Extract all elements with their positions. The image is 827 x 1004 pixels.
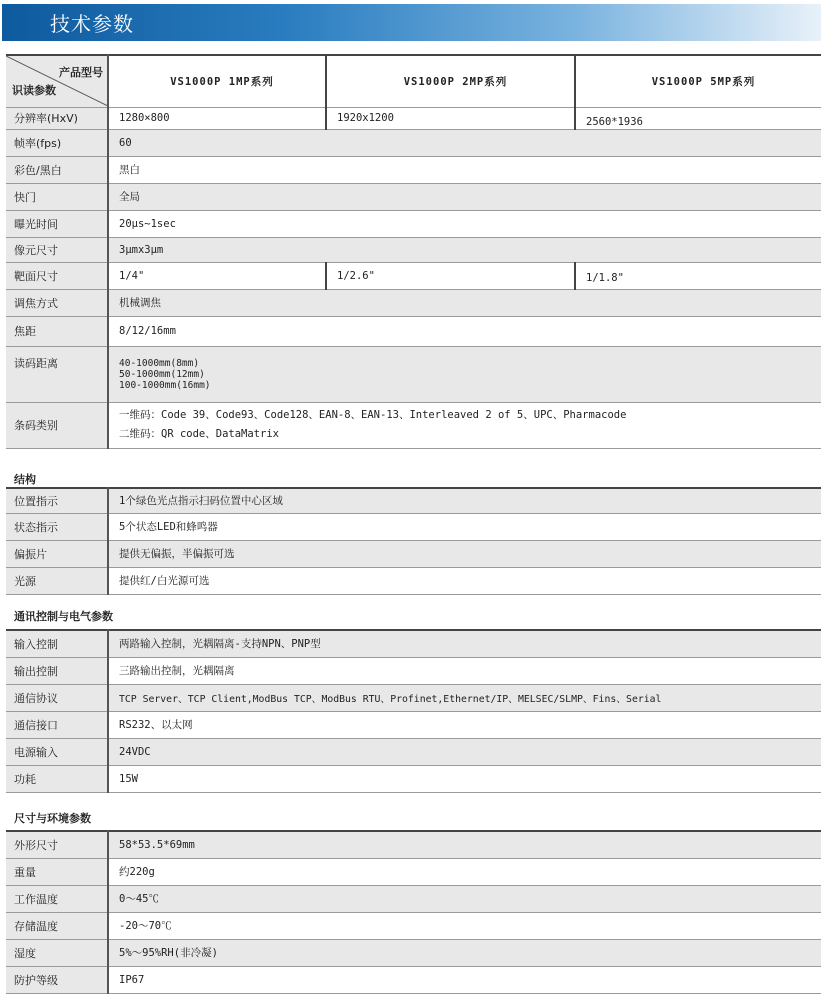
row-label: 外形尺寸 — [6, 831, 108, 858]
table-row — [6, 738, 821, 765]
row-value: 1280×800 — [108, 107, 326, 129]
row-label: 输出控制 — [6, 657, 108, 684]
row-label: 湿度 — [6, 939, 108, 966]
table-row — [6, 939, 821, 966]
table-row — [6, 765, 821, 792]
row-value: 黑白 — [108, 156, 821, 183]
model-header: VS1000P 5MP系列 — [575, 55, 821, 107]
row-value: 1/2.6" — [326, 262, 575, 289]
row-label: 光源 — [6, 567, 108, 594]
table-row — [6, 346, 821, 402]
table-row — [6, 289, 821, 316]
row-value: RS232、以太网 — [108, 711, 821, 738]
table-row — [6, 912, 821, 939]
row-value: 5%～95%RH(非冷凝) — [108, 939, 821, 966]
read-distance-line: 100-1000mm(16mm) — [119, 379, 211, 391]
header-banner — [2, 4, 821, 41]
comm-table — [6, 629, 821, 793]
table-row — [6, 262, 821, 289]
env-table — [6, 830, 821, 994]
section-title-env: 尺寸与环境参数 — [14, 812, 91, 825]
row-value: 3μmx3μm — [108, 237, 821, 262]
row-label: 焦距 — [6, 316, 108, 346]
row-value: IP67 — [108, 966, 821, 993]
corner-cell — [6, 55, 108, 107]
model-header: VS1000P 1MP系列 — [108, 55, 326, 107]
row-label: 调焦方式 — [6, 289, 108, 316]
row-value: 全局 — [108, 183, 821, 210]
row-value: 三路输出控制，光耦隔离 — [108, 657, 821, 684]
row-value: TCP Server、TCP Client,ModBus TCP、ModBus RTU、Profinet,Ethernet/IP、MELSEC/SLMP、Fins、Serial — [108, 684, 821, 711]
row-value-multiline — [108, 402, 821, 448]
table-row — [6, 885, 821, 912]
table-row — [6, 711, 821, 738]
row-value: 8/12/16mm — [108, 316, 821, 346]
table-row — [6, 657, 821, 684]
row-label: 状态指示 — [6, 513, 108, 540]
table-row — [6, 488, 821, 513]
row-label: 彩色/黑白 — [6, 156, 108, 183]
table-row — [6, 210, 821, 237]
table-row — [6, 684, 821, 711]
row-value: 58*53.5*69mm — [108, 831, 821, 858]
row-value: 24VDC — [108, 738, 821, 765]
table-row — [6, 107, 821, 129]
row-label: 存储温度 — [6, 912, 108, 939]
read-distance-line: 40-1000mm(8mm) — [119, 357, 200, 369]
table-row — [6, 831, 821, 858]
row-value: 约220g — [108, 858, 821, 885]
row-label: 偏振片 — [6, 540, 108, 567]
row-label: 靶面尺寸 — [6, 262, 108, 289]
row-value: 两路输入控制，光耦隔离-支持NPN、PNP型 — [108, 630, 821, 657]
row-label: 快门 — [6, 183, 108, 210]
row-label: 帧率(fps) — [6, 129, 108, 156]
table-row — [6, 402, 821, 448]
row-label: 电源输入 — [6, 738, 108, 765]
row-value: 0～45℃ — [108, 885, 821, 912]
table-row — [6, 237, 821, 262]
row-value: 机械调焦 — [108, 289, 821, 316]
barcode-line: 一维码：Code 39、Code93、Code128、EAN-8、EAN-13、Interleaved 2 of 5、UPC、Pharmacode — [119, 409, 627, 421]
row-label: 条码类别 — [6, 402, 108, 448]
row-label: 重量 — [6, 858, 108, 885]
row-value: 提供无偏振，半偏振可选 — [108, 540, 821, 567]
table-header-row — [6, 55, 821, 107]
row-label: 输入控制 — [6, 630, 108, 657]
corner-bottom-label: 识读参数 — [12, 84, 56, 98]
table-row — [6, 156, 821, 183]
table-row — [6, 630, 821, 657]
table-row — [6, 858, 821, 885]
read-distance-line: 50-1000mm(12mm) — [119, 368, 205, 380]
row-value: 60 — [108, 129, 821, 156]
row-label: 防护等级 — [6, 966, 108, 993]
row-label: 读码距离 — [6, 346, 108, 402]
row-value: 15W — [108, 765, 821, 792]
table-row — [6, 129, 821, 156]
row-value: -20～70℃ — [108, 912, 821, 939]
page-title: 技术参数 — [50, 12, 134, 36]
table-row — [6, 316, 821, 346]
row-label: 分辨率(HxV) — [6, 107, 108, 129]
table-row — [6, 183, 821, 210]
corner-top-label: 产品型号 — [59, 66, 103, 80]
table-row — [6, 567, 821, 594]
row-value: 20μs~1sec — [108, 210, 821, 237]
row-value: 5个状态LED和蜂鸣器 — [108, 513, 821, 540]
spec-table — [6, 54, 821, 449]
row-label: 位置指示 — [6, 488, 108, 513]
row-value: 2560*1936 — [575, 107, 821, 129]
section-title-comm: 通讯控制与电气参数 — [14, 610, 113, 623]
row-value: 提供红/白光源可选 — [108, 567, 821, 594]
row-value-multiline — [108, 346, 821, 402]
row-label: 工作温度 — [6, 885, 108, 912]
row-value: 1个绿色光点指示扫码位置中心区域 — [108, 488, 821, 513]
row-value: 1/1.8" — [575, 262, 821, 289]
barcode-line: 二维码：QR code、DataMatrix — [119, 428, 279, 440]
row-value: 1/4" — [108, 262, 326, 289]
row-label: 通信协议 — [6, 684, 108, 711]
row-label: 通信接口 — [6, 711, 108, 738]
row-label: 曝光时间 — [6, 210, 108, 237]
row-label: 功耗 — [6, 765, 108, 792]
row-value: 1920x1200 — [326, 107, 575, 129]
row-label: 像元尺寸 — [6, 237, 108, 262]
section-title-structure: 结构 — [14, 473, 36, 486]
model-header: VS1000P 2MP系列 — [326, 55, 575, 107]
table-row — [6, 513, 821, 540]
structure-table — [6, 487, 821, 595]
table-row — [6, 540, 821, 567]
table-row — [6, 966, 821, 993]
